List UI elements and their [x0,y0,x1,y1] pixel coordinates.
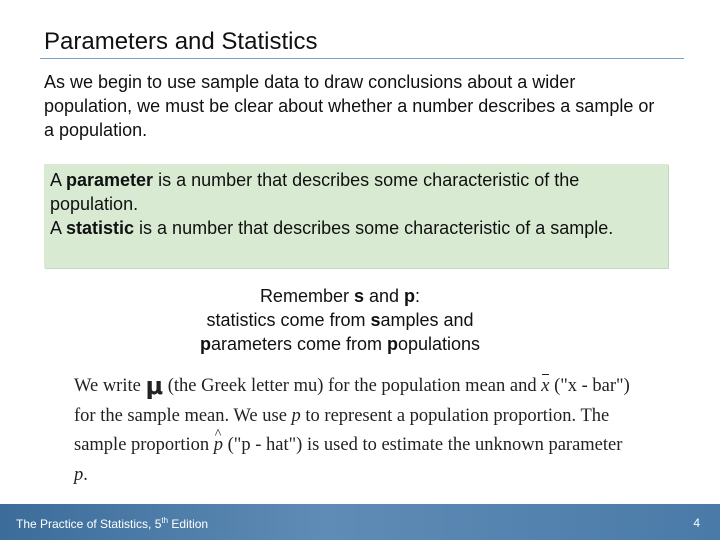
p-symbol: p [74,464,84,485]
parameter-text: is a number that describes some characteristic of the population. [50,170,580,214]
reminder-text: amples and [380,310,474,330]
notation-text: (the Greek letter mu) for the population mean and [163,376,542,396]
footer-book-title [16,516,208,531]
title-underline [40,58,684,59]
reminder-p: p [386,334,398,354]
reminder-text: statistics come from [206,310,371,330]
slide-title: Parameters and Statistics [44,28,318,55]
reminder-note [140,284,540,356]
p-symbol: p [291,405,301,426]
statistic-definition [50,216,662,240]
footer-bar [0,504,720,540]
notation-text: to represent a population proportion. The sample proportion [74,405,610,455]
parameter-article: A [50,170,67,190]
statistic-text: is a number that describes some characteristic of a sample. [134,218,614,238]
mu-symbol: μ [145,372,164,400]
footer-text: The Practice of Statistics, 5 [16,517,162,531]
notation-text: We write [74,376,146,396]
reminder-s: s [353,286,364,306]
reminder-line-1 [140,284,540,308]
notation-text: . [83,464,88,485]
p-hat-symbol: ^ p [214,431,223,461]
page-number: 4 [693,516,700,530]
reminder-text: : [415,286,421,306]
statistic-term: statistic [66,218,135,238]
reminder-text: Remember [259,286,354,306]
footer-superscript: th [161,516,169,525]
x-bar-symbol: x [541,372,549,402]
notation-text: ("x - bar") for the sample mean. We use [74,376,630,426]
reminder-line-3 [140,332,540,356]
intro-paragraph: As we begin to use sample data to draw conclusions about a wider population, we must be clear about whether a number describes a sample or a population. [44,72,655,140]
reminder-s: s [370,310,381,330]
reminder-p: p [199,334,211,354]
reminder-text: arameters come from [210,334,387,354]
reminder-line-2 [140,308,540,332]
reminder-text: and [363,286,405,306]
notation-text: ("p - hat") is used to estimate the unknown parameter [223,435,623,455]
reminder-text: opulations [397,334,481,354]
statistic-article: A [50,218,67,238]
parameter-term: parameter [66,170,154,190]
notation-paragraph [74,372,634,490]
parameter-definition [50,168,662,216]
footer-text: Edition [168,517,209,531]
reminder-p: p [404,286,416,306]
definitions-box [44,164,668,268]
